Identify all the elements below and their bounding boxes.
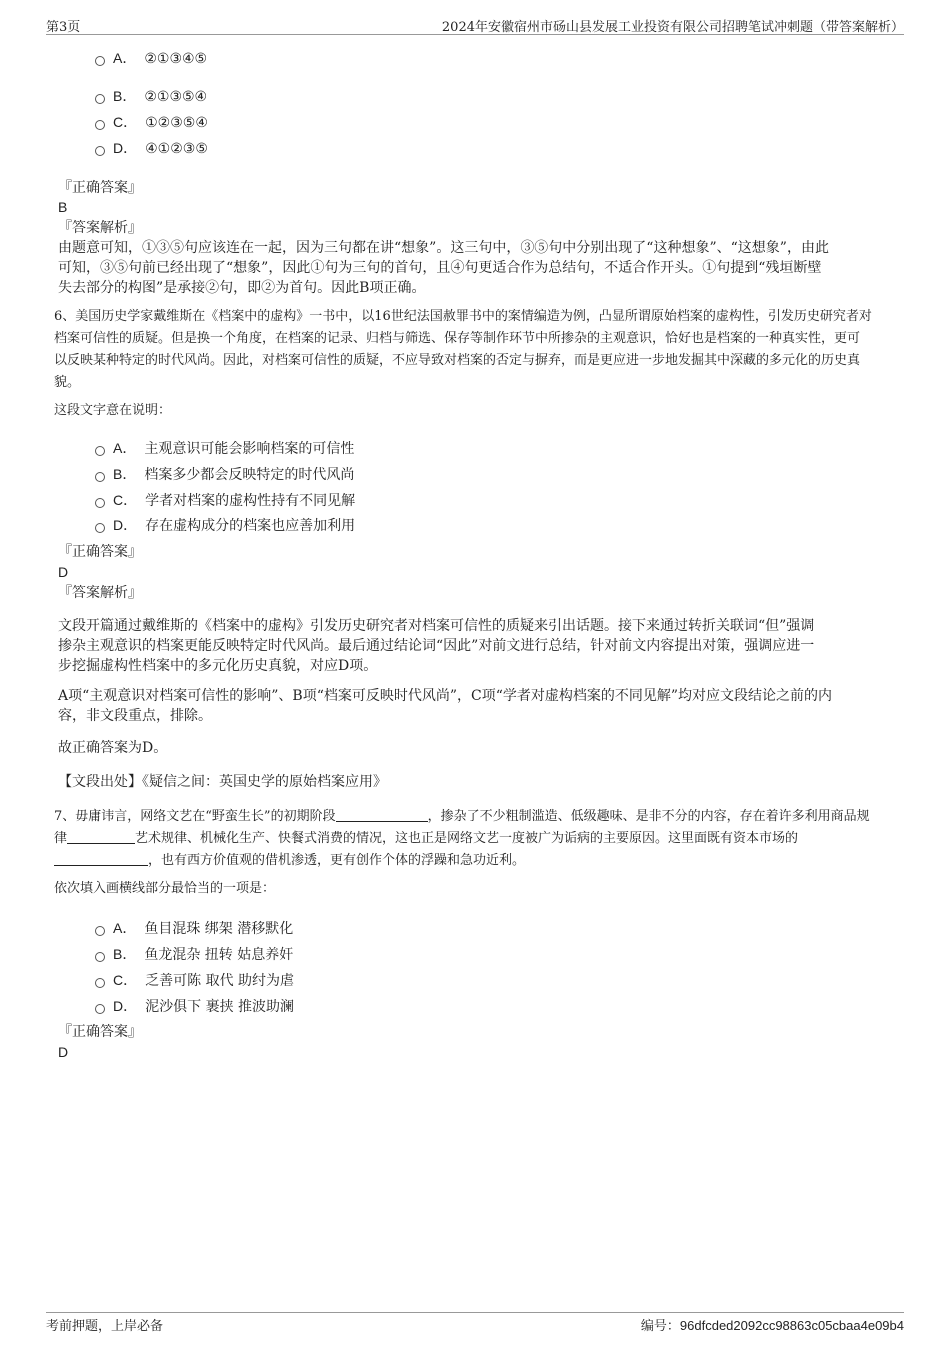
radio-icon[interactable] [95,56,105,66]
q5-option-b[interactable]: B． ②①③⑤④ [95,86,207,106]
page-header [46,14,904,35]
q6-stem [54,306,914,394]
q7-stem-line: ，也有西方价值观的借机渗透，更有创作个体的浮躁和急功近利。 [54,850,914,872]
radio-icon[interactable] [95,146,105,156]
radio-icon[interactable] [95,94,105,104]
q5-option-a[interactable]: A． ②①③④⑤ [95,48,207,68]
q6-analysis-line: 容，非文段重点，排除。 [58,708,212,724]
q6-analysis-p1 [58,616,898,676]
q7-option-c[interactable]: C． 乏善可陈 取代 助纣为虐 [95,970,294,990]
q5-analysis [58,238,898,298]
radio-icon[interactable] [95,472,105,482]
radio-icon[interactable] [95,120,105,130]
q7-blank-3 [54,851,148,866]
q7-option-a[interactable]: A． 鱼目混珠 绑架 潜移默化 [95,918,293,938]
q6-source: 【文段出处】《疑信之间：英国史学的原始档案应用》 [58,774,387,790]
radio-icon[interactable] [95,952,105,962]
q6-analysis-line: 步挖掘虚构性档案中的多元化历史真貌，对应D项。 [58,658,378,674]
q6-analysis-line: A项“主观意识对档案可信性的影响”、B项“档案可反映时代风尚”，C项“学者对虚构档案的不同见解”均对应文段结论之前的内 [58,688,833,704]
q6-analysis-p2 [58,686,898,726]
page-footer [46,1312,904,1335]
q7-answer: D [58,1044,69,1060]
q6-option-d[interactable]: D． 存在虚构成分的档案也应善加利用 [95,515,355,535]
q6-analysis-p3: 故正确答案为D。 [58,740,168,756]
q7-answer-label: 『正确答案』 [58,1024,142,1040]
q6-stem-line: 档案可信性的质疑。但是换一个角度，在档案的记录、归档与筛选、保存等制作环节中所掺杂的主观意识，恰好也是档案的一种真实性，更可 [54,331,861,346]
q6-answer-label: 『正确答案』 [58,544,142,560]
q7-option-d[interactable]: D． 泥沙俱下 裹挟 推波助澜 [95,996,294,1016]
q6-stem-line: 6、美国历史学家戴维斯在《档案中的虚构》一书中，以16世纪法国赦罪书中的案情编造为例，凸显所谓原始档案的虚构性，引发历史研究者对 [54,309,872,324]
radio-icon[interactable] [95,498,105,508]
q5-answer: B [58,199,68,215]
q6-analysis-line: 掺杂主观意识的档案更能反映特定时代风尚。最后通过结论词“因此”对前文进行总结，针对前文内容提出对策，强调应进一 [58,638,815,654]
q7-stem [54,806,914,872]
q7-stem-line: 7、毋庸讳言，网络文艺在“野蛮生长”的初期阶段 ，掺杂了不少粗制滥造、低级趣味、是非不分的内容，存在着许多利用商品规 [54,809,870,824]
q5-analysis-label: 『答案解析』 [58,220,142,236]
q6-answer: D [58,564,69,580]
q6-analysis-line: 文段开篇通过戴维斯的《档案中的虚构》引发历史研究者对档案可信性的质疑来引出话题。接下来通过转折关联词“但”强调 [58,618,815,634]
q7-stem-line: 律 艺术规律、机械化生产、快餐式消费的情况，这也正是网络文艺一度被广为诟病的主要原因。这里面既有资本市场的 [54,831,799,846]
q6-stem-line: 以反映某种特定的时代风尚。因此，对档案可信性的质疑，不应导致对档案的否定与摒弃，而是更应进一步地发掘其中深藏的多元化的历史真 [54,353,861,368]
q6-option-a[interactable]: A． 主观意识可能会影响档案的可信性 [95,438,354,458]
q5-option-c[interactable]: C． ①②③⑤④ [95,112,208,132]
document-title: 2024年安徽宿州市砀山县发展工业投资有限公司招聘笔试冲刺题（带答案解析） [441,20,904,35]
q7-option-b[interactable]: B． 鱼龙混杂 扭转 姑息养奸 [95,944,293,964]
q7-prompt: 依次填入画横线部分最恰当的一项是： [54,881,276,896]
q5-option-d[interactable]: D． ④①②③⑤ [95,138,208,158]
radio-icon[interactable] [95,446,105,456]
q5-analysis-line: 由题意可知，①③⑤句应该连在一起，因为三句都在讲“想象”。这三句中，③⑤句中分别出现了“这种想象”、“这想象”，由此 [58,240,829,256]
q6-analysis-label: 『答案解析』 [58,585,142,601]
radio-icon[interactable] [95,926,105,936]
radio-icon[interactable] [95,1004,105,1014]
q6-prompt: 这段文字意在说明： [54,403,172,418]
q7-blank-1 [336,807,428,822]
footer-slogan: 考前押题，上岸必备 [46,1319,164,1334]
q5-answer-label: 『正确答案』 [58,180,142,196]
q5-analysis-line: 失去部分的构图”是承接②句，即②为首句。因此B项正确。 [58,280,426,296]
page-number: 第3页 [46,20,81,35]
q6-option-c[interactable]: C． 学者对档案的虚构性持有不同见解 [95,490,355,510]
q6-option-b[interactable]: B． 档案多少都会反映特定的时代风尚 [95,464,354,484]
document-code: 编号：96dfcded2092cc98863c05cbaa4e09b4 [640,1318,904,1334]
q5-analysis-line: 可知，③⑤句前已经出现了“想象”，因此①句为三句的首句，且④句更适合作为总结句，不适合作开头。①句提到“残垣断壁 [58,260,822,276]
radio-icon[interactable] [95,978,105,988]
q7-blank-2 [67,829,135,844]
q6-stem-line: 貌。 [54,375,81,390]
radio-icon[interactable] [95,523,105,533]
